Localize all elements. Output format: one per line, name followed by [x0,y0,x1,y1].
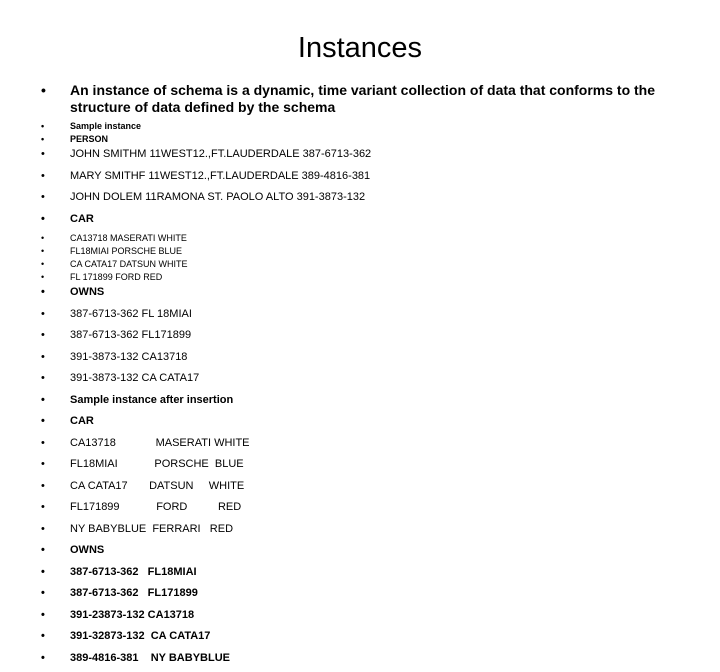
list-item [38,479,678,493]
bullet-icon: • [41,479,45,492]
list-item-text: FL 171899 FORD RED [70,272,163,282]
list-item-text: 387-6713-362 FL 18MIAI [70,307,192,320]
list-item-text: 391-3873-132 CA13718 [70,350,188,363]
list-item [38,246,678,257]
list-item [38,522,678,536]
bullet-icon: • [41,372,45,384]
list-item-text: CAR [70,415,94,427]
list-item [38,134,678,145]
list-item-text: CA13718 MASERATI WHITE [70,233,187,243]
list-item [38,350,678,364]
list-item-text: JOHN DOLEM 11RAMONA ST. PAOLO ALTO 391-3873-132 [70,191,366,203]
bullet-icon: • [41,259,45,269]
list-item [38,272,678,283]
bullet-icon: • [41,651,45,664]
bullet-icon: • [41,272,45,282]
list-item [38,169,678,183]
list-item [38,500,678,514]
bullet-icon: • [41,148,45,160]
list-item-text: 391-23873-132 CA13718 [70,608,195,621]
list-item-text: JOHN SMITHM 11WEST12.,FT.LAUDERDALE 387-6713-362 [70,148,372,160]
slide-title: Instances [297,32,423,64]
list-item-text: CA13718 MASERATI WHITE [70,436,250,449]
list-item [38,233,678,244]
list-item [38,307,678,321]
list-item-text: NY BABYBLUE FERRARI RED [70,522,234,535]
bullet-icon: • [41,415,45,427]
list-item-text: 387-6713-362 FL18MIAI [70,565,197,578]
list-item [38,190,678,204]
list-item [38,586,678,600]
list-item [38,371,678,385]
bullet-icon: • [41,458,45,470]
list-item-text: CA CATA17 DATSUN WHITE [70,479,245,492]
list-item [38,608,678,622]
list-item-text: PERSON [70,134,109,144]
list-item [38,82,678,116]
bullet-icon: • [41,169,45,182]
bullet-icon: • [41,608,45,621]
bullet-icon: • [41,191,45,203]
list-item-text: CA CATA17 DATSUN WHITE [70,259,188,269]
list-item-text: FL18MIAI PORSCHE BLUE [70,458,244,470]
bullet-icon: • [41,286,45,298]
bullet-icon: • [41,307,45,320]
bullet-list [38,82,678,672]
list-item-text: 387-6713-362 FL171899 [70,587,198,599]
list-item [38,414,678,428]
bullet-icon: • [41,501,45,513]
list-item-text: OWNS [70,286,105,298]
list-item-text: OWNS [70,544,105,556]
list-item-text: 389-4816-381 NY BABYBLUE [70,651,230,664]
bullet-icon: • [41,522,45,535]
list-item-text: CAR [70,212,94,225]
bullet-icon: • [41,587,45,599]
bullet-icon: • [41,134,45,144]
bullet-icon: • [41,393,45,406]
bullet-icon: • [41,544,45,556]
bullet-icon: • [41,246,45,256]
list-item-text: 391-32873-132 CA CATA17 [70,630,211,642]
list-item [38,393,678,407]
list-item [38,259,678,270]
bullet-icon: • [41,329,45,341]
list-item-text: An instance of schema is a dynamic, time variant collection of data that conforms to the structure of data defined by the schema [70,82,656,115]
list-item [38,212,678,226]
bullet-icon: • [41,212,45,225]
bullet-icon: • [41,82,46,98]
list-item-text: MARY SMITHF 11WEST12.,FT.LAUDERDALE 389-4816-381 [70,169,371,182]
list-item-text: FL171899 FORD RED [70,501,242,513]
bullet-icon: • [41,350,45,363]
list-item-text: FL18MIAI PORSCHE BLUE [70,246,183,256]
list-item [38,147,678,161]
list-item [38,629,678,643]
list-item-text: 387-6713-362 FL171899 [70,329,192,341]
list-item-text: Sample instance after insertion [70,393,234,406]
list-item [38,457,678,471]
bullet-icon: • [41,233,45,243]
list-item [38,285,678,299]
list-item [38,436,678,450]
list-item-text: 391-3873-132 CA CATA17 [70,372,200,384]
bullet-icon: • [41,630,45,642]
list-item [38,543,678,557]
list-item [38,121,678,132]
list-item-text: Sample instance [70,121,142,131]
list-item [38,328,678,342]
bullet-icon: • [41,436,45,449]
bullet-icon: • [41,565,45,578]
list-item [38,565,678,579]
bullet-icon: • [41,121,45,131]
list-item [38,651,678,665]
